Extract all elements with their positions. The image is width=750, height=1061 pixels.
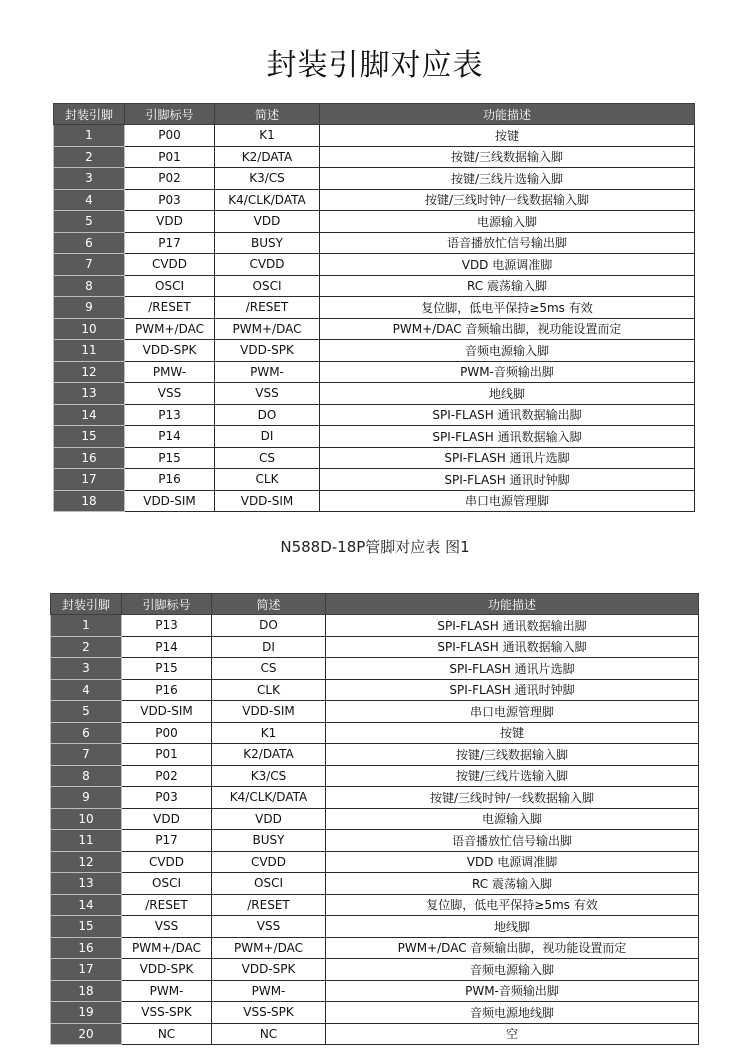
brief-cell: VSS — [215, 383, 320, 405]
function-cell: PWM+/DAC 音频输出脚，视功能设置而定 — [320, 318, 695, 340]
table-row — [51, 808, 699, 830]
table-row — [54, 469, 695, 491]
brief-cell: CS — [215, 447, 320, 469]
pin-label-cell: CVDD — [122, 851, 212, 873]
pin-label-cell: /RESET — [122, 894, 212, 916]
header-brief: 简述 — [215, 104, 320, 125]
pin-number-cell: 6 — [51, 722, 122, 744]
table-row — [51, 980, 699, 1002]
pin-label-cell: PWM+/DAC — [125, 318, 215, 340]
pin-number-cell: 18 — [51, 980, 122, 1002]
pin-number-cell: 7 — [51, 744, 122, 766]
table-row — [54, 211, 695, 233]
function-cell: 音频电源地线脚 — [326, 1002, 699, 1024]
pin-number-cell: 9 — [51, 787, 122, 809]
table-row — [54, 254, 695, 276]
function-cell: SPI-FLASH 通讯数据输出脚 — [320, 404, 695, 426]
pin-number-cell: 17 — [51, 959, 122, 981]
pin-label-cell: P03 — [122, 787, 212, 809]
brief-cell: NC — [212, 1023, 326, 1045]
pin-label-cell: P14 — [122, 636, 212, 658]
table-caption: N588D-18P管脚对应表 图1 — [280, 538, 470, 556]
brief-cell: /RESET — [215, 297, 320, 319]
table-row — [51, 1023, 699, 1045]
brief-cell: K4/CLK/DATA — [212, 787, 326, 809]
function-cell: SPI-FLASH 通讯数据输出脚 — [326, 615, 699, 637]
header-brief: 简述 — [212, 594, 326, 615]
pin-label-cell: P02 — [122, 765, 212, 787]
pin-label-cell: P13 — [125, 404, 215, 426]
table-row — [54, 361, 695, 383]
pin-number-cell: 15 — [54, 426, 125, 448]
header-package-pin: 封装引脚 — [51, 594, 122, 615]
brief-cell: DO — [215, 404, 320, 426]
function-cell: SPI-FLASH 通讯数据输入脚 — [326, 636, 699, 658]
brief-cell: BUSY — [215, 232, 320, 254]
header-pin-label: 引脚标号 — [125, 104, 215, 125]
pin-number-cell: 6 — [54, 232, 125, 254]
table-row — [51, 894, 699, 916]
pin-label-cell: P01 — [125, 146, 215, 168]
function-cell: 按键/三线数据输入脚 — [326, 744, 699, 766]
pin-label-cell: P17 — [125, 232, 215, 254]
brief-cell: PWM+/DAC — [212, 937, 326, 959]
pin-table-18p — [53, 103, 695, 512]
pin-number-cell: 11 — [54, 340, 125, 362]
brief-cell: PWM- — [215, 361, 320, 383]
pin-label-cell: PWM+/DAC — [122, 937, 212, 959]
pin-label-cell: CVDD — [125, 254, 215, 276]
function-cell: SPI-FLASH 通讯数据输入脚 — [320, 426, 695, 448]
pin-label-cell: /RESET — [125, 297, 215, 319]
function-cell: 空 — [326, 1023, 699, 1045]
function-cell: VDD 电源调准脚 — [326, 851, 699, 873]
table-row — [51, 765, 699, 787]
pin-number-cell: 5 — [51, 701, 122, 723]
pin-label-cell: P16 — [122, 679, 212, 701]
brief-cell: CLK — [215, 469, 320, 491]
brief-cell: CS — [212, 658, 326, 680]
pin-table-20p — [50, 593, 699, 1045]
pin-number-cell: 18 — [54, 490, 125, 512]
function-cell: 电源输入脚 — [320, 211, 695, 233]
function-cell: SPI-FLASH 通讯片选脚 — [320, 447, 695, 469]
brief-cell: K1 — [215, 125, 320, 147]
function-cell: 语音播放忙信号输出脚 — [320, 232, 695, 254]
pin-label-cell: PWM- — [122, 980, 212, 1002]
pin-number-cell: 11 — [51, 830, 122, 852]
brief-cell: K1 — [212, 722, 326, 744]
header-function: 功能描述 — [326, 594, 699, 615]
function-cell: 复位脚，低电平保持≥5ms 有效 — [326, 894, 699, 916]
table-row — [54, 490, 695, 512]
function-cell: 地线脚 — [320, 383, 695, 405]
function-cell: 按键/三线时钟/一线数据输入脚 — [326, 787, 699, 809]
table-row — [54, 297, 695, 319]
pin-label-cell: VSS-SPK — [122, 1002, 212, 1024]
brief-cell: CVDD — [212, 851, 326, 873]
brief-cell: CLK — [212, 679, 326, 701]
table-row — [51, 636, 699, 658]
pin-label-cell: VDD — [125, 211, 215, 233]
function-cell: 按键 — [326, 722, 699, 744]
function-cell: 电源输入脚 — [326, 808, 699, 830]
brief-cell: VSS — [212, 916, 326, 938]
pin-number-cell: 5 — [54, 211, 125, 233]
table-row — [51, 744, 699, 766]
brief-cell: OSCI — [215, 275, 320, 297]
pin-label-cell: VDD-SIM — [122, 701, 212, 723]
table-row — [51, 658, 699, 680]
brief-cell: K3/CS — [215, 168, 320, 190]
brief-cell: K2/DATA — [215, 146, 320, 168]
brief-cell: VDD-SPK — [212, 959, 326, 981]
table-row — [51, 937, 699, 959]
function-cell: 按键/三线片选输入脚 — [326, 765, 699, 787]
table-body — [54, 125, 695, 512]
pin-label-cell: VDD-SIM — [125, 490, 215, 512]
pin-number-cell: 3 — [51, 658, 122, 680]
table-row — [51, 873, 699, 895]
pin-label-cell: P01 — [122, 744, 212, 766]
function-cell: RC 震荡输入脚 — [320, 275, 695, 297]
table-row — [54, 125, 695, 147]
pin-number-cell: 19 — [51, 1002, 122, 1024]
pin-number-cell: 20 — [51, 1023, 122, 1045]
pin-label-cell: NC — [122, 1023, 212, 1045]
pin-label-cell: VDD — [122, 808, 212, 830]
pin-label-cell: OSCI — [125, 275, 215, 297]
table-row — [54, 318, 695, 340]
pin-label-cell: VSS — [122, 916, 212, 938]
function-cell: 音频电源输入脚 — [326, 959, 699, 981]
function-cell: 按键/三线时钟/一线数据输入脚 — [320, 189, 695, 211]
table-row — [54, 383, 695, 405]
pin-label-cell: VDD-SPK — [122, 959, 212, 981]
pin-number-cell: 10 — [54, 318, 125, 340]
table-row — [51, 701, 699, 723]
table-row — [54, 146, 695, 168]
table-header-row — [54, 104, 695, 125]
pin-label-cell: VSS — [125, 383, 215, 405]
pin-label-cell: P00 — [125, 125, 215, 147]
function-cell: PWM-音频输出脚 — [320, 361, 695, 383]
table-row — [51, 787, 699, 809]
pin-number-cell: 7 — [54, 254, 125, 276]
brief-cell: VDD — [212, 808, 326, 830]
brief-cell: K4/CLK/DATA — [215, 189, 320, 211]
function-cell: PWM+/DAC 音频输出脚，视功能设置而定 — [326, 937, 699, 959]
pin-number-cell: 8 — [51, 765, 122, 787]
pin-number-cell: 1 — [51, 615, 122, 637]
table-row — [51, 679, 699, 701]
function-cell: VDD 电源调准脚 — [320, 254, 695, 276]
brief-cell: VDD-SIM — [212, 701, 326, 723]
header-function: 功能描述 — [320, 104, 695, 125]
pin-number-cell: 13 — [51, 873, 122, 895]
pin-label-cell: P00 — [122, 722, 212, 744]
function-cell: 复位脚，低电平保持≥5ms 有效 — [320, 297, 695, 319]
function-cell: 语音播放忙信号输出脚 — [326, 830, 699, 852]
pin-label-cell: P15 — [122, 658, 212, 680]
pin-number-cell: 4 — [51, 679, 122, 701]
function-cell: 串口电源管理脚 — [326, 701, 699, 723]
brief-cell: BUSY — [212, 830, 326, 852]
pin-number-cell: 12 — [51, 851, 122, 873]
pin-number-cell: 17 — [54, 469, 125, 491]
table-row — [54, 447, 695, 469]
brief-cell: PWM- — [212, 980, 326, 1002]
function-cell: 按键/三线数据输入脚 — [320, 146, 695, 168]
pin-label-cell: PMW- — [125, 361, 215, 383]
brief-cell: DO — [212, 615, 326, 637]
pin-number-cell: 3 — [54, 168, 125, 190]
table-row — [54, 404, 695, 426]
table-row — [54, 426, 695, 448]
table-row — [51, 1002, 699, 1024]
pin-number-cell: 12 — [54, 361, 125, 383]
function-cell: RC 震荡输入脚 — [326, 873, 699, 895]
pin-number-cell: 16 — [51, 937, 122, 959]
table-row — [54, 189, 695, 211]
brief-cell: K3/CS — [212, 765, 326, 787]
pin-number-cell: 9 — [54, 297, 125, 319]
function-cell: SPI-FLASH 通讯时钟脚 — [320, 469, 695, 491]
pin-number-cell: 14 — [54, 404, 125, 426]
table-row — [51, 722, 699, 744]
header-pin-label: 引脚标号 — [122, 594, 212, 615]
brief-cell: CVDD — [215, 254, 320, 276]
brief-cell: /RESET — [212, 894, 326, 916]
pin-label-cell: P16 — [125, 469, 215, 491]
table-header-row — [51, 594, 699, 615]
function-cell: 按键 — [320, 125, 695, 147]
table-row — [51, 959, 699, 981]
table-row — [51, 830, 699, 852]
function-cell: SPI-FLASH 通讯时钟脚 — [326, 679, 699, 701]
pin-number-cell: 8 — [54, 275, 125, 297]
table-row — [54, 275, 695, 297]
pin-label-cell: VDD-SPK — [125, 340, 215, 362]
brief-cell: DI — [215, 426, 320, 448]
pin-label-cell: P14 — [125, 426, 215, 448]
brief-cell: VDD-SIM — [215, 490, 320, 512]
table-row — [51, 916, 699, 938]
pin-label-cell: P13 — [122, 615, 212, 637]
table-body — [51, 615, 699, 1045]
pin-label-cell: P03 — [125, 189, 215, 211]
pin-number-cell: 14 — [51, 894, 122, 916]
pin-number-cell: 16 — [54, 447, 125, 469]
brief-cell: VSS-SPK — [212, 1002, 326, 1024]
brief-cell: OSCI — [212, 873, 326, 895]
pin-label-cell: OSCI — [122, 873, 212, 895]
brief-cell: DI — [212, 636, 326, 658]
function-cell: SPI-FLASH 通讯片选脚 — [326, 658, 699, 680]
table-row — [51, 851, 699, 873]
function-cell: 串口电源管理脚 — [320, 490, 695, 512]
table-row — [54, 340, 695, 362]
pin-number-cell: 1 — [54, 125, 125, 147]
brief-cell: VDD-SPK — [215, 340, 320, 362]
function-cell: 音频电源输入脚 — [320, 340, 695, 362]
function-cell: 按键/三线片选输入脚 — [320, 168, 695, 190]
function-cell: PWM-音频输出脚 — [326, 980, 699, 1002]
pin-number-cell: 2 — [51, 636, 122, 658]
brief-cell: K2/DATA — [212, 744, 326, 766]
table-row — [54, 232, 695, 254]
table-row — [54, 168, 695, 190]
function-cell: 地线脚 — [326, 916, 699, 938]
pin-label-cell: P02 — [125, 168, 215, 190]
table-row — [51, 615, 699, 637]
pin-number-cell: 2 — [54, 146, 125, 168]
pin-number-cell: 13 — [54, 383, 125, 405]
pin-label-cell: P15 — [125, 447, 215, 469]
header-package-pin: 封装引脚 — [54, 104, 125, 125]
pin-number-cell: 10 — [51, 808, 122, 830]
brief-cell: VDD — [215, 211, 320, 233]
pin-number-cell: 15 — [51, 916, 122, 938]
page-title: 封装引脚对应表 — [266, 48, 484, 83]
pin-label-cell: P17 — [122, 830, 212, 852]
brief-cell: PWM+/DAC — [215, 318, 320, 340]
pin-number-cell: 4 — [54, 189, 125, 211]
